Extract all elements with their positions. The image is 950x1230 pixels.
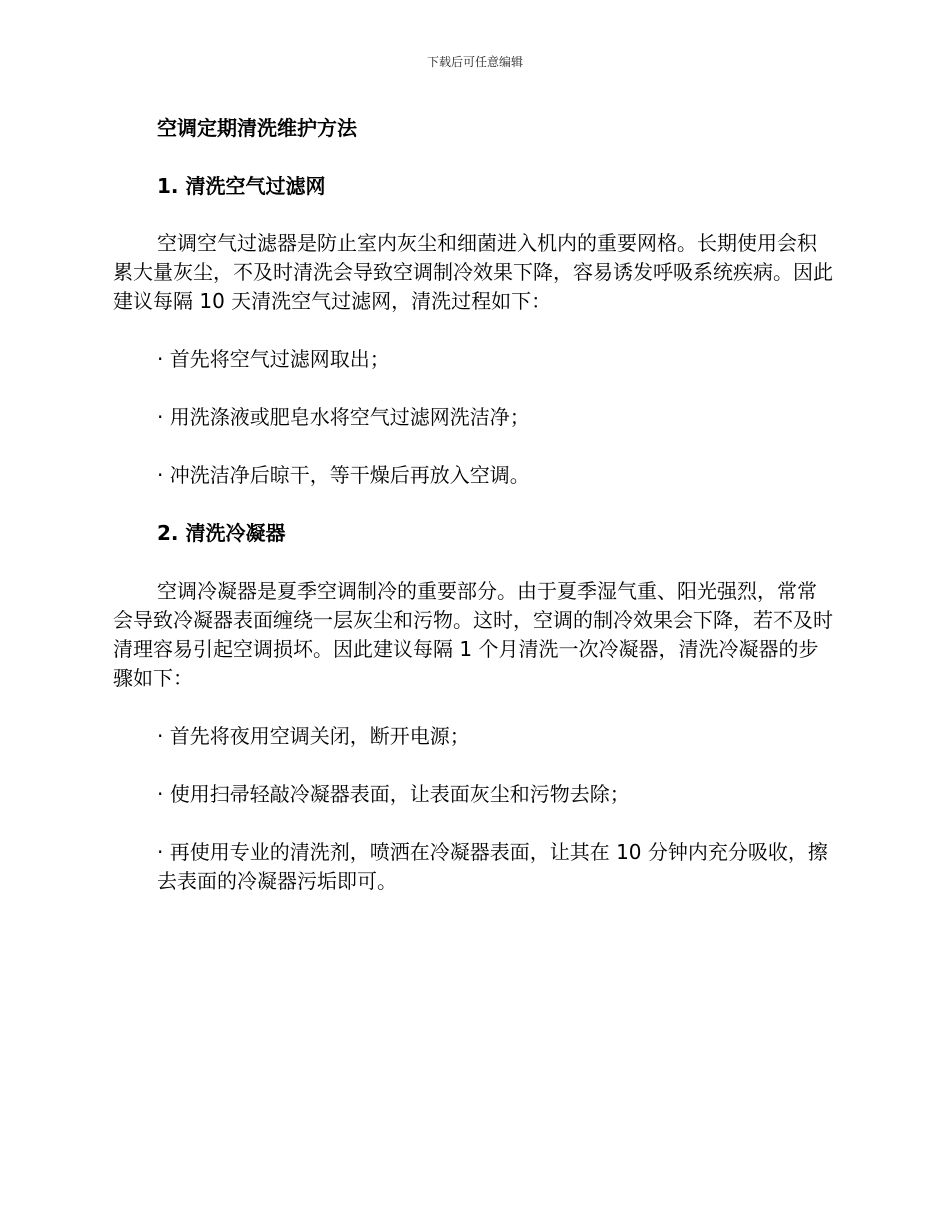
document-title: 空调定期清洗维护方法 (157, 116, 357, 140)
section-1-paragraph: 空调空气过滤器是防止室内灰尘和细菌进入机内的重要网格。长期使用会积累大量灰尘，不及时清洗会导致空调制冷效果下降，容易诱发呼吸系统疾病。因此建议每隔 10 天清洗空气过滤网，清洗过程如下： (113, 231, 833, 313)
section-2-bullet-2: · 使用扫帚轻敲冷凝器表面，让表面灰尘和污物去除； (157, 782, 630, 806)
section-2-paragraph: 空调冷凝器是夏季空调制冷的重要部分。由于夏季湿气重、阳光强烈，常常会导致冷凝器表面缠绕一层灰尘和污物。这时，空调的制冷效果会下降，若不及时清理容易引起空调损坏。因此建议每隔 1 个月清洗一次冷凝器，清洗冷凝器的步骤如下： (113, 579, 833, 690)
section-1-bullet-2: · 用洗涤液或肥皂水将空气过滤网洗洁净； (157, 405, 530, 429)
section-2-bullet-1: · 首先将夜用空调关闭，断开电源； (157, 724, 470, 748)
section-2-heading: 2. 清洗冷凝器 (157, 521, 286, 545)
section-1-bullet-3: · 冲洗洁净后晾干，等干燥后再放入空调。 (157, 463, 530, 487)
document-body (113, 114, 833, 896)
header-note: 下载后可任意编辑 (426, 55, 523, 69)
section-2-bullet-3: · 再使用专业的清洗剂，喷洒在冷凝器表面，让其在 10 分钟内充分吸收，擦去表面的冷凝器污垢即可。 (157, 840, 828, 893)
section-1-bullet-1: · 首先将空气过滤网取出； (157, 347, 390, 371)
section-1-heading: 1. 清洗空气过滤网 (157, 174, 326, 198)
